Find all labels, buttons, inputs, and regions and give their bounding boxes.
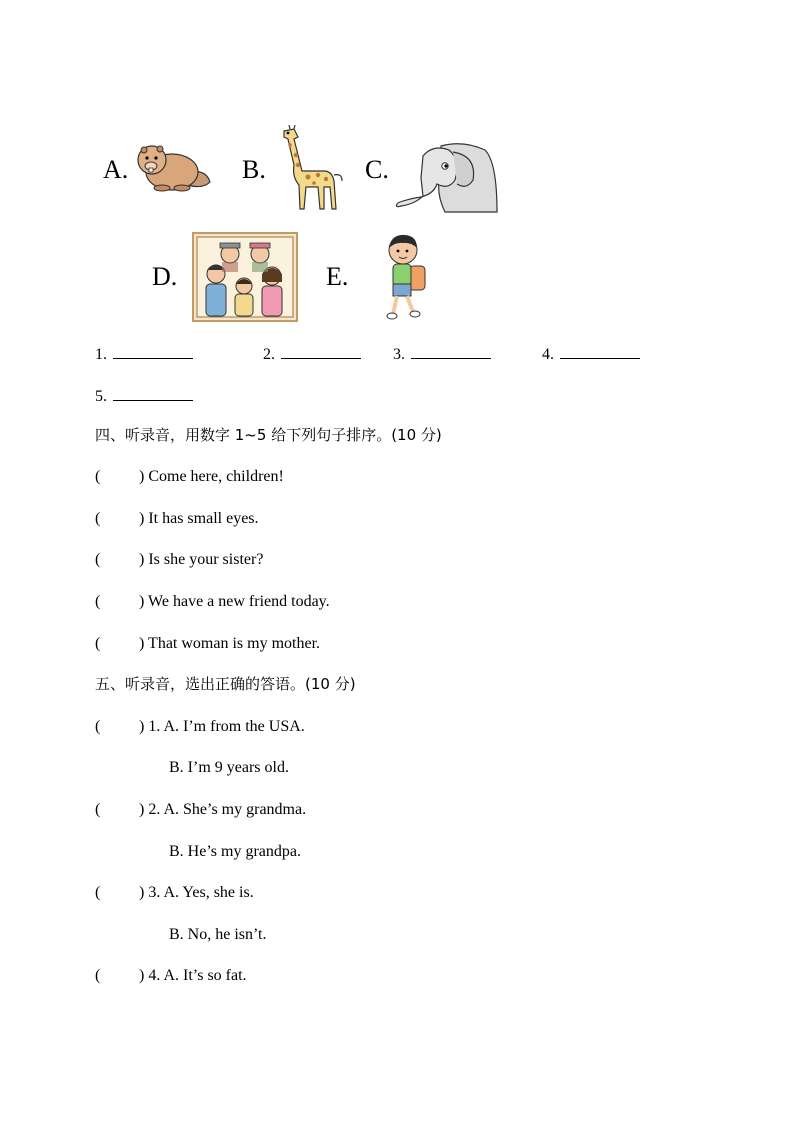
answer-paren[interactable]: ( (95, 468, 101, 485)
answer-4-number: 4. (542, 346, 554, 363)
question-number: 2. (148, 801, 161, 818)
section-4-item-2: ( ) It has small eyes. (95, 510, 259, 527)
answer-paren[interactable]: ( (95, 593, 101, 610)
section-4-item-3: ( ) Is she your sister? (95, 551, 264, 568)
question-number: 4. (148, 967, 161, 984)
option-a: A. Yes, she is. (163, 884, 254, 901)
question-2: ( ) 2. A. She’s my grandma. (95, 801, 307, 818)
answer-1-blank[interactable] (113, 344, 193, 359)
question-1-option-b: B. I’m 9 years old. (169, 759, 289, 776)
answer-paren[interactable]: ( (95, 967, 101, 984)
answer-paren[interactable]: ( (95, 884, 101, 901)
answer-2-number: 2. (263, 346, 275, 363)
answer-paren[interactable]: ( (95, 718, 101, 735)
family-photo-icon (192, 232, 298, 322)
answer-4-blank[interactable] (560, 344, 640, 359)
answer-5-blank[interactable] (113, 386, 193, 401)
answer-3 (393, 344, 491, 363)
answer-paren[interactable]: ( (95, 635, 101, 652)
option-d-label: D. (152, 262, 178, 291)
elephant-icon (393, 140, 499, 214)
option-e-label: E. (326, 262, 349, 291)
section-4-title: 四、听录音，用数字 1~5 给下列句子排序。(10 分) (95, 426, 442, 444)
answer-paren[interactable]: ( (95, 551, 101, 568)
question-3: ( ) 3. A. Yes, she is. (95, 884, 254, 901)
question-4: ( ) 4. A. It’s so fat. (95, 967, 247, 984)
answer-2 (263, 344, 361, 363)
answer-2-blank[interactable] (281, 344, 361, 359)
giraffe-icon (272, 125, 346, 213)
option-a: A. I’m from the USA. (163, 718, 305, 735)
sentence-text: We have a new friend today. (148, 593, 330, 610)
section-4-item-1: ( ) Come here, children! (95, 468, 284, 485)
question-number: 1. (148, 718, 161, 735)
option-b-label: B. (242, 155, 266, 184)
question-3-option-b: B. No, he isn’t. (169, 926, 267, 943)
answer-4 (542, 344, 640, 363)
answer-3-blank[interactable] (411, 344, 491, 359)
section-4-item-5: ( ) That woman is my mother. (95, 635, 321, 652)
option-a-label: A. (103, 155, 129, 184)
section-5-title: 五、听录音，选出正确的答语。(10 分) (95, 675, 356, 693)
answer-paren[interactable]: ( (95, 510, 101, 527)
boy-with-backpack-icon (383, 232, 429, 322)
section-4-item-4: ( ) We have a new friend today. (95, 593, 330, 610)
answer-paren[interactable]: ( (95, 801, 101, 818)
option-c-label: C. (365, 155, 389, 184)
option-a: A. She’s my grandma. (163, 801, 307, 818)
answer-5 (95, 386, 193, 405)
question-number: 3. (148, 884, 161, 901)
beaver-icon (132, 138, 212, 194)
answer-5-number: 5. (95, 388, 107, 405)
question-1: ( ) 1. A. I’m from the USA. (95, 718, 305, 735)
answer-1 (95, 344, 193, 363)
sentence-text: Come here, children! (148, 468, 284, 485)
question-2-option-b: B. He’s my grandpa. (169, 843, 301, 860)
sentence-text: It has small eyes. (148, 510, 259, 527)
sentence-text: Is she your sister? (148, 551, 264, 568)
answer-1-number: 1. (95, 346, 107, 363)
sentence-text: That woman is my mother. (148, 635, 321, 652)
option-a: A. It’s so fat. (163, 967, 247, 984)
answer-3-number: 3. (393, 346, 405, 363)
